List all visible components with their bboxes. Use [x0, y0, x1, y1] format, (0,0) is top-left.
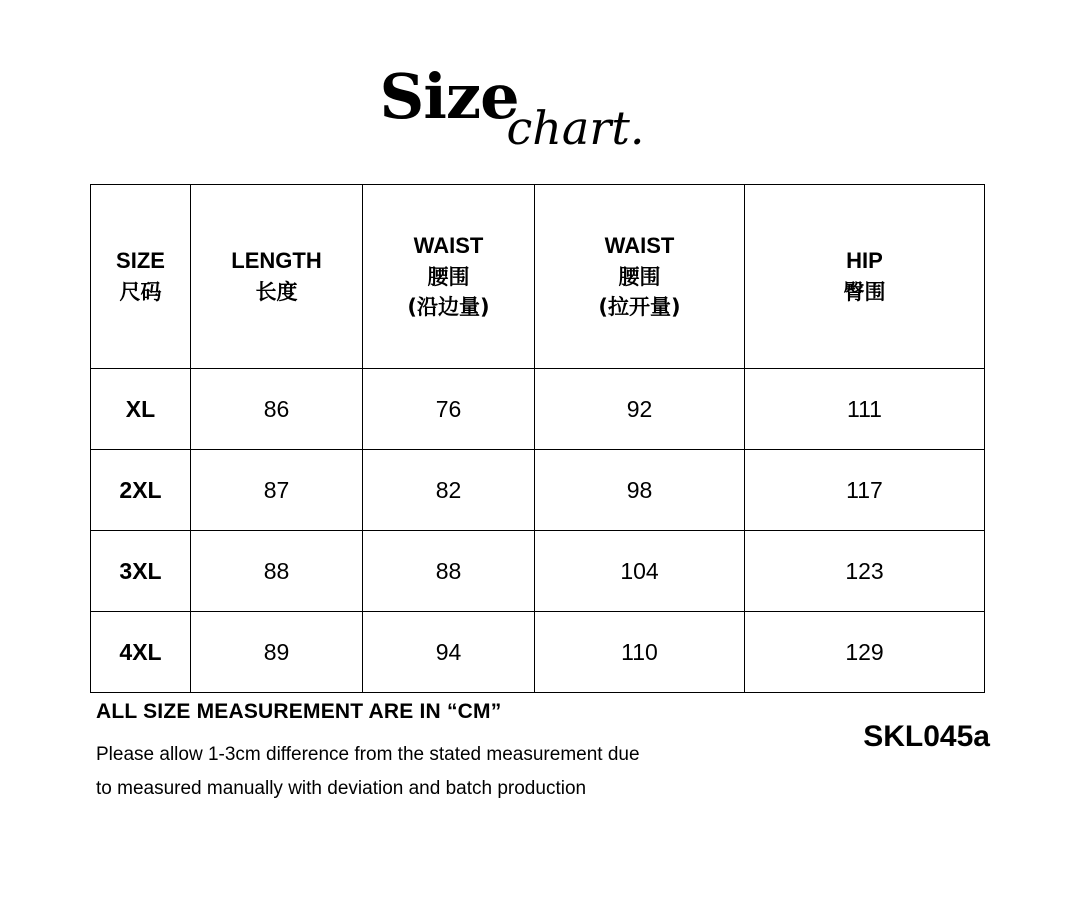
column-header-length-en: LENGTH	[231, 248, 322, 274]
cell-hip: 129	[745, 612, 985, 693]
column-header-waist-stretched-cn: 腰围	[618, 265, 661, 289]
sku-code: SKL045a	[863, 720, 990, 753]
cell-size: 3XL	[91, 531, 191, 612]
column-header-length	[191, 185, 363, 369]
cell-waist-stretched: 98	[535, 450, 745, 531]
table-row	[91, 531, 985, 612]
title-script-text: chart.	[506, 101, 645, 155]
footer-notes	[96, 700, 996, 806]
cell-waist-stretched: 104	[535, 531, 745, 612]
cell-waist-relaxed: 94	[363, 612, 535, 693]
cell-hip: 117	[745, 450, 985, 531]
cell-waist-relaxed: 88	[363, 531, 535, 612]
cell-size: XL	[91, 369, 191, 450]
column-header-waist-relaxed	[363, 185, 535, 369]
cell-length: 86	[191, 369, 363, 450]
column-header-waist-stretched-sub: (拉开量)	[598, 295, 681, 320]
size-table	[90, 184, 985, 693]
page-title	[0, 60, 1080, 170]
table-body	[91, 369, 985, 693]
table-row	[91, 612, 985, 693]
column-header-waist-relaxed-cn: 腰围	[427, 265, 470, 289]
cell-waist-stretched: 110	[535, 612, 745, 693]
measurement-unit-note: ALL SIZE MEASUREMENT ARE IN “CM”	[96, 700, 502, 723]
column-header-hip	[745, 185, 985, 369]
table-row	[91, 450, 985, 531]
table-row	[91, 369, 985, 450]
table-header	[91, 185, 985, 369]
table-header-row	[91, 185, 985, 369]
cell-waist-stretched: 92	[535, 369, 745, 450]
cell-length: 88	[191, 531, 363, 612]
column-header-waist-stretched-en: WAIST	[604, 233, 675, 259]
column-header-size	[91, 185, 191, 369]
cell-hip: 111	[745, 369, 985, 450]
cell-length: 89	[191, 612, 363, 693]
column-header-length-cn: 长度	[255, 280, 298, 305]
cell-waist-relaxed: 82	[363, 450, 535, 531]
column-header-hip-en: HIP	[846, 248, 883, 274]
cell-length: 87	[191, 450, 363, 531]
cell-waist-relaxed: 76	[363, 369, 535, 450]
column-header-waist-relaxed-sub: (沿边量)	[407, 295, 490, 320]
column-header-waist-relaxed-en: WAIST	[413, 233, 484, 259]
column-header-size-cn: 尺码	[119, 280, 162, 305]
size-table-container	[90, 184, 984, 693]
tolerance-note-line-2: to measured manually with deviation and batch production	[96, 778, 587, 800]
cell-size: 2XL	[91, 450, 191, 531]
cell-hip: 123	[745, 531, 985, 612]
tolerance-note-line-1: Please allow 1-3cm difference from the stated measurement due	[96, 744, 640, 765]
column-header-hip-cn: 臀围	[843, 280, 886, 305]
cell-size: 4XL	[91, 612, 191, 693]
title-main-text: Size	[379, 60, 519, 133]
column-header-waist-stretched	[535, 185, 745, 369]
column-header-size-en: SIZE	[116, 248, 165, 274]
